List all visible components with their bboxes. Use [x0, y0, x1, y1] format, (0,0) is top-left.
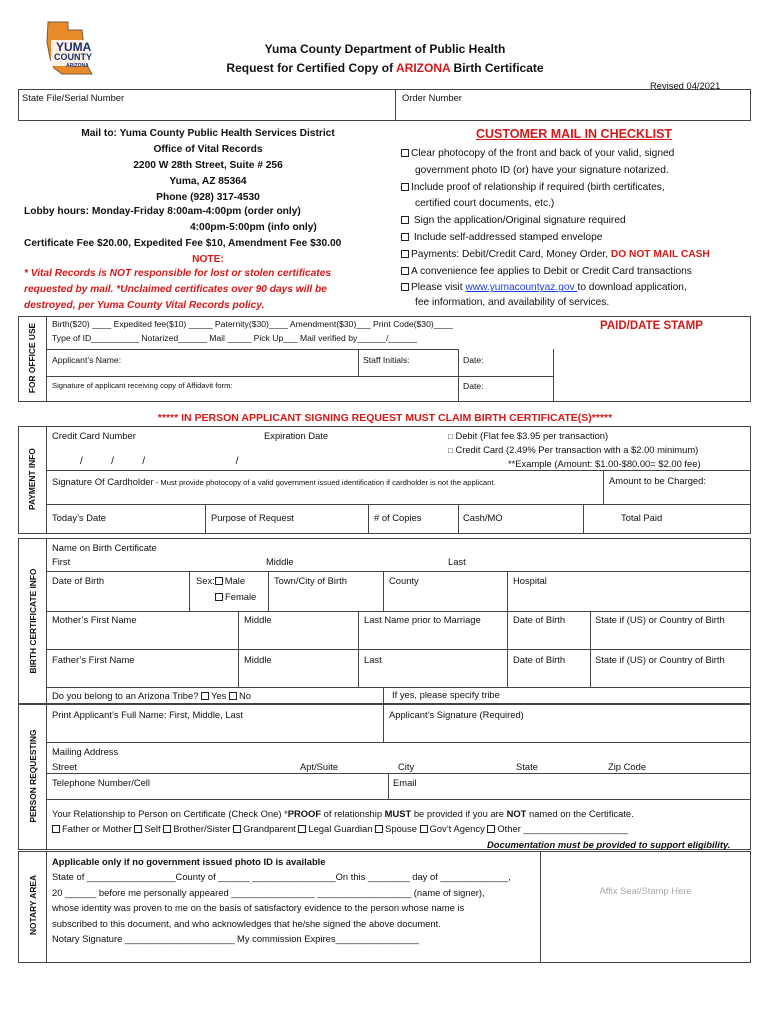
city-label: City	[398, 761, 415, 772]
debit-checkbox[interactable]: □	[448, 432, 453, 441]
subtitle-pre: Request for Certified Copy of	[226, 61, 396, 75]
tribe-question	[52, 690, 251, 701]
other-checkbox[interactable]	[487, 825, 495, 833]
note-line2: requested by mail. *Unclaimed certificates over 90 days will be	[24, 284, 327, 295]
tribe-specify-label: If yes, please specify tribe	[392, 689, 500, 700]
note-label: NOTE:	[192, 254, 224, 265]
logo-line3: ARIZONA	[66, 63, 89, 69]
sibling-checkbox[interactable]	[163, 825, 171, 833]
mail-to-block	[18, 126, 398, 206]
debit-label: Debit (Flat fee $3.95 per transaction)	[455, 430, 609, 441]
copies-label: # of Copies	[374, 512, 422, 523]
father-dob-label: Date of Birth	[513, 654, 566, 665]
mailing-address-label: Mailing Address	[52, 746, 119, 757]
checkbox-icon[interactable]	[401, 149, 409, 157]
mother-first-label: Mother’s First Name	[52, 614, 137, 625]
father-middle-label: Middle	[244, 654, 272, 665]
state-label: State	[516, 761, 538, 772]
notary-line4: subscribed to this document, and who acknowledges that he/she signed the above document.	[52, 917, 441, 929]
checkbox-icon[interactable]	[401, 267, 409, 275]
self-checkbox[interactable]	[134, 825, 142, 833]
date-label-1: Date:	[463, 355, 484, 365]
county-label: County	[389, 575, 419, 586]
credit-label: Credit Card (2.49% Per transaction with a $2.00 minimum)	[455, 444, 699, 455]
checklist	[401, 146, 749, 309]
in-person-notice: ***** IN PERSON APPLICANT SIGNING REQUEST MUST CLAIM BIRTH CERTIFICATE(S)*****	[157, 412, 613, 424]
male-checkbox[interactable]	[215, 577, 223, 585]
mother-last-label: Last Name prior to Marriage	[364, 614, 481, 625]
male-label: Male	[224, 575, 246, 586]
middle-name-label: Middle	[266, 556, 294, 567]
email-label: Email	[393, 777, 417, 788]
logo-line2: COUNTY	[54, 52, 92, 62]
website-link[interactable]: www.yumacountyaz.gov	[465, 282, 578, 294]
checklist-item-fee[interactable]	[401, 264, 749, 281]
father-first-label: Father’s First Name	[52, 654, 135, 665]
notary-side-label: NOTARY AREA	[28, 874, 38, 936]
checkbox-icon[interactable]	[401, 250, 409, 258]
affix-seal-label: Affix Seal/Stamp Here	[599, 885, 692, 896]
office-fees-row: Birth($20) ____ Expedited fee($10) _____ Paternity($30)____ Amendment($30)___ Print Code($30)____	[52, 319, 453, 329]
tribe-no-checkbox[interactable]	[229, 692, 237, 700]
office-id-row: Type of ID__________ Notarized______ Mail _____ Pick Up___ Mail verified by______/______	[52, 333, 418, 343]
zip-label: Zip Code	[608, 761, 647, 772]
sex-field	[196, 575, 245, 586]
staff-initials-label: Staff Initials:	[363, 355, 410, 365]
name-on-cert-label: Name on Birth Certificate	[52, 542, 157, 553]
order-number-label: Order Number	[402, 92, 462, 103]
logo-line1: YUMA	[56, 40, 92, 54]
credit-checkbox[interactable]: □	[448, 446, 453, 455]
checklist-text: Sign the application/Original signature required	[413, 215, 626, 227]
checklist-text: Clear photocopy of the front and back of your valid, signed	[411, 148, 675, 159]
last-name-label: Last	[448, 556, 466, 567]
rel-not: NOT	[506, 808, 527, 819]
apt-label: Apt/Suite	[300, 761, 339, 772]
rel-text: of relationship	[321, 808, 385, 819]
checkbox-icon[interactable]	[401, 183, 409, 191]
opt-label: Father or Mother	[62, 823, 132, 834]
father-last-label: Last	[364, 654, 382, 665]
opt-label: Legal Guardian	[308, 823, 373, 834]
checklist-item-photo-id[interactable]	[401, 146, 749, 163]
town-label: Town/City of Birth	[274, 575, 347, 586]
notary-head: Applicable only if no government issued photo ID is available	[52, 856, 326, 867]
hospital-label: Hospital	[513, 575, 547, 586]
opt-label: Self	[144, 823, 161, 834]
affidavit-label: Signature of applicant receiving copy of Affidavit form:	[52, 381, 233, 390]
checklist-text-cont: fee information, and availability of services.	[415, 297, 610, 309]
state-file-label: State File/Serial Number	[22, 92, 125, 103]
checkbox-icon[interactable]	[401, 283, 409, 291]
phone-label: Telephone Number/Cell	[52, 777, 150, 788]
checklist-item-sign[interactable]	[401, 213, 749, 230]
checklist-text: A convenience fee applies to Debit or Credit Card transactions	[411, 265, 692, 277]
checkbox-icon[interactable]	[401, 216, 409, 224]
print-name-label: Print Applicant’s Full Name: First, Middle, Last	[52, 709, 244, 720]
paid-date-stamp: PAID/DATE STAMP	[600, 320, 703, 332]
rel-text: be provided if you are	[411, 808, 507, 819]
person-side-label: PERSON REQUESTING	[28, 729, 38, 823]
rel-text: Your Relationship to Person on Certificate (Check One) *	[52, 808, 288, 819]
birth-side-label: BIRTH CERTIFICATE INFO	[28, 568, 38, 674]
female-field	[215, 591, 256, 602]
checklist-item-envelope[interactable]	[401, 230, 749, 247]
fee-line: Certificate Fee $20.00, Expedited Fee $10, Amendment Fee $30.00	[24, 238, 342, 249]
signature-label: Signature Of Cardholder	[52, 476, 154, 487]
checklist-text: Include proof of relationship if required (birth certificates,	[411, 181, 665, 193]
opt-label: Grandparent	[243, 823, 296, 834]
opt-label: Spouse	[385, 823, 417, 834]
purpose-label: Purpose of Request	[211, 512, 294, 523]
card-number-label: Credit Card Number	[52, 430, 136, 441]
checklist-text: Include self-addressed stamped envelope	[413, 231, 603, 243]
mail-line5: Phone (928) 317-4530	[156, 192, 260, 203]
relationship-options	[52, 823, 628, 834]
card-slashes[interactable]: / / / /	[80, 456, 239, 467]
lobby-hours: Lobby hours: Monday-Friday 8:00am-4:00pm (order only)	[24, 206, 301, 217]
amount-charged-label: Amount to be Charged:	[609, 475, 706, 486]
form-subtitle	[0, 61, 770, 75]
documentation-note: Documentation must be provided to support eligibility.	[487, 839, 731, 850]
subtitle-state: ARIZONA	[396, 61, 451, 75]
notary-line3: whose identity was proven to me on the basis of satisfactory evidence to the person whose name is	[52, 902, 465, 914]
note-line1: * Vital Records is NOT responsible for lost or stolen certificates	[24, 268, 332, 279]
credit-option[interactable]	[448, 444, 698, 455]
checklist-item-website[interactable]	[401, 280, 749, 297]
checkbox-icon[interactable]	[401, 233, 409, 241]
opt-label: Brother/Sister	[173, 823, 231, 834]
notary-line5: Notary Signature _____________________ My commission Expires________________	[52, 933, 419, 945]
opt-label: Gov’t Agency	[429, 823, 485, 834]
checklist-title: CUSTOMER MAIL IN CHECKLIST	[476, 127, 673, 141]
tribe-yes-checkbox[interactable]	[201, 692, 209, 700]
cash-mo-label: Cash/MO	[463, 512, 503, 523]
note-line3: destroyed, per Yuma County Vital Records policy.	[24, 300, 265, 311]
info-hours: 4:00pm-5:00pm (info only)	[190, 222, 317, 233]
female-label: Female	[225, 591, 257, 602]
applicant-name-label: Applicant’s Name:	[52, 355, 122, 365]
notary-line1: State of _________________County of ______ ________________On this ________ day of _____________,	[52, 871, 511, 883]
mother-dob-label: Date of Birth	[513, 614, 566, 625]
first-name-label: First	[52, 556, 71, 567]
payment-side-label: PAYMENT INFO	[27, 448, 37, 510]
checklist-text-cont: certified court documents, etc.)	[415, 198, 555, 210]
father-state-label: State if (US) or Country of Birth	[595, 654, 725, 665]
expiration-label: Expiration Date	[264, 430, 329, 441]
rel-text: named on the Certificate.	[526, 808, 634, 819]
tribe-question-label: Do you belong to an Arizona Tribe?	[52, 690, 199, 701]
mail-line1: Mail to: Yuma County Public Health Services District	[81, 128, 335, 139]
mail-line2: Office of Vital Records	[153, 144, 263, 155]
total-paid-label: Total Paid	[621, 512, 663, 523]
legal-guardian-checkbox[interactable]	[298, 825, 306, 833]
notary-line2: 20 ______ before me personally appeared ________________ __________________ (name of signer),	[52, 886, 485, 898]
checklist-text: Payments: Debit/Credit Card, Money Order,	[411, 248, 611, 260]
mother-state-label: State if (US) or Country of Birth	[595, 614, 725, 625]
notary-text	[52, 854, 511, 946]
signature-cardholder	[52, 476, 496, 487]
mail-line4: Yuma, AZ 85364	[169, 176, 247, 187]
father-mother-checkbox[interactable]	[52, 825, 60, 833]
checklist-text-cont: government photo ID (or) have your signature notarized.	[415, 164, 669, 176]
rel-proof: PROOF	[287, 808, 322, 819]
todays-date-label: Today’s Date	[52, 512, 107, 523]
date-label-2: Date:	[463, 381, 484, 391]
dob-label: Date of Birth	[52, 575, 105, 586]
gov-agency-checkbox[interactable]	[420, 825, 428, 833]
street-label: Street	[52, 761, 78, 772]
checklist-text: Please visit	[411, 282, 466, 294]
rel-must: MUST	[384, 808, 412, 819]
fee-example: **Example (Amount: $1.00-$80.00= $2.00 fee)	[508, 458, 701, 469]
form-title: Yuma County Department of Public Health	[264, 42, 506, 56]
grandparent-checkbox[interactable]	[233, 825, 241, 833]
debit-option[interactable]	[448, 430, 608, 441]
checklist-text: to download application,	[577, 282, 687, 294]
subtitle-post: Birth Certificate	[450, 61, 544, 75]
mail-line3: 2200 W 28th Street, Suite # 256	[133, 160, 283, 171]
female-checkbox[interactable]	[215, 593, 223, 601]
applicant-signature-label: Applicant’s Signature (Required)	[389, 709, 524, 720]
opt-label: Other ____________________	[497, 823, 628, 834]
signature-note: - Must provide photocopy of a valid government issued identification if cardholder is not the applicant.	[153, 478, 496, 487]
spouse-checkbox[interactable]	[375, 825, 383, 833]
relationship-question	[52, 808, 634, 819]
revised-date: Revised 04/2021	[650, 80, 721, 91]
mother-middle-label: Middle	[244, 614, 272, 625]
no-cash-warning: DO NOT MAIL CASH	[610, 248, 710, 260]
office-side-label: FOR OFFICE USE	[27, 322, 37, 394]
checklist-item-proof[interactable]	[401, 180, 749, 197]
checklist-item-payments[interactable]	[401, 247, 749, 264]
tribe-no-label: No	[238, 690, 251, 701]
tribe-yes-label: Yes	[211, 690, 227, 701]
sex-label: Sex:	[196, 575, 215, 586]
